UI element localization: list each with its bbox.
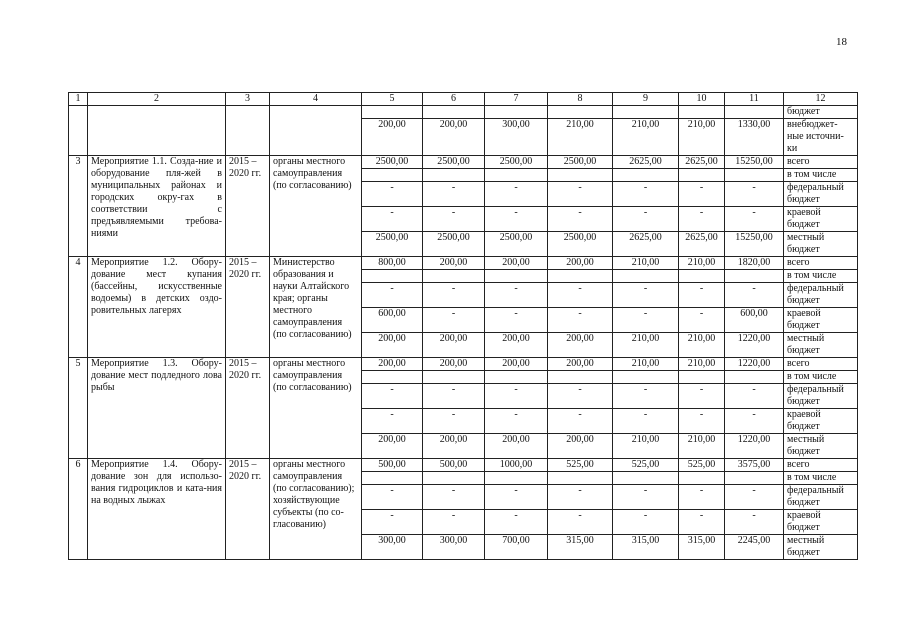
value-cell: - bbox=[485, 182, 548, 207]
value-cell: 200,00 bbox=[423, 333, 485, 358]
value-cell: 300,00 bbox=[423, 535, 485, 560]
value-cell: 200,00 bbox=[423, 434, 485, 459]
funding-source-label: краевой бюджет bbox=[784, 207, 858, 232]
value-cell: 300,00 bbox=[485, 119, 548, 156]
value-cell bbox=[613, 472, 679, 485]
value-cell: 2500,00 bbox=[362, 156, 423, 169]
value-cell: - bbox=[725, 283, 784, 308]
value-cell bbox=[362, 472, 423, 485]
value-cell: - bbox=[548, 308, 613, 333]
value-cell bbox=[548, 169, 613, 182]
value-cell: - bbox=[423, 308, 485, 333]
table-body bbox=[69, 93, 858, 560]
activity-executor: органы местного самоуправления (по согласованию) bbox=[270, 358, 362, 459]
value-cell bbox=[725, 106, 784, 119]
value-cell: - bbox=[485, 207, 548, 232]
value-cell bbox=[423, 371, 485, 384]
activity-name: Мероприятие 1.1. Созда-ние и оборудование пля-жей в муниципальных районах и городских окру-гах в соответствии с предъявляемыми требова-ниями bbox=[88, 156, 226, 257]
funding-source-label: краевой бюджет bbox=[784, 409, 858, 434]
header-cell: 3 bbox=[226, 93, 270, 106]
value-cell: - bbox=[485, 510, 548, 535]
value-cell: - bbox=[485, 409, 548, 434]
value-cell: 210,00 bbox=[613, 434, 679, 459]
value-cell: 200,00 bbox=[485, 333, 548, 358]
funding-source-label: местный бюджет bbox=[784, 333, 858, 358]
header-row bbox=[69, 93, 858, 106]
value-cell: - bbox=[423, 182, 485, 207]
value-cell: - bbox=[423, 409, 485, 434]
value-cell bbox=[362, 270, 423, 283]
continuation-row-budget bbox=[69, 106, 858, 119]
value-cell: 1220,00 bbox=[725, 333, 784, 358]
value-cell: 200,00 bbox=[485, 257, 548, 270]
value-cell: - bbox=[362, 485, 423, 510]
value-cell: - bbox=[613, 207, 679, 232]
value-cell: - bbox=[613, 510, 679, 535]
value-cell: - bbox=[679, 308, 725, 333]
value-cell: - bbox=[725, 510, 784, 535]
value-cell: - bbox=[548, 283, 613, 308]
activity-row-line bbox=[69, 257, 858, 270]
value-cell: - bbox=[548, 510, 613, 535]
value-cell: - bbox=[485, 384, 548, 409]
activity-number: 3 bbox=[69, 156, 88, 257]
value-cell: 3575,00 bbox=[725, 459, 784, 472]
value-cell: 15250,00 bbox=[725, 156, 784, 169]
value-cell: - bbox=[423, 510, 485, 535]
value-cell bbox=[679, 106, 725, 119]
value-cell: 1820,00 bbox=[725, 257, 784, 270]
value-cell: 200,00 bbox=[548, 434, 613, 459]
value-cell: - bbox=[362, 283, 423, 308]
value-cell: - bbox=[423, 207, 485, 232]
value-cell: - bbox=[613, 384, 679, 409]
value-cell bbox=[362, 169, 423, 182]
value-cell bbox=[679, 169, 725, 182]
value-cell: 2500,00 bbox=[485, 156, 548, 169]
activity-name: Мероприятие 1.2. Обору-дование мест купания (бассейны, искусственные водоемы) в детских оздо-ровительных лагерях bbox=[88, 257, 226, 358]
value-cell: - bbox=[725, 384, 784, 409]
value-cell: - bbox=[423, 384, 485, 409]
value-cell: 15250,00 bbox=[725, 232, 784, 257]
value-cell: 210,00 bbox=[679, 434, 725, 459]
value-cell bbox=[725, 270, 784, 283]
funding-source-label: всего bbox=[784, 358, 858, 371]
value-cell: - bbox=[548, 485, 613, 510]
value-cell: - bbox=[725, 409, 784, 434]
header-cell: 1 bbox=[69, 93, 88, 106]
value-cell: 200,00 bbox=[362, 119, 423, 156]
value-cell: 2500,00 bbox=[423, 156, 485, 169]
activity-row-line bbox=[69, 156, 858, 169]
value-cell: - bbox=[548, 409, 613, 434]
funding-source-label: всего bbox=[784, 156, 858, 169]
activity-period: 2015 – 2020 гг. bbox=[226, 358, 270, 459]
value-cell: - bbox=[362, 409, 423, 434]
value-cell: 2500,00 bbox=[485, 232, 548, 257]
value-cell: 2625,00 bbox=[679, 232, 725, 257]
value-cell: - bbox=[725, 485, 784, 510]
continuation-period-cell bbox=[226, 106, 270, 156]
value-cell bbox=[613, 270, 679, 283]
value-cell: - bbox=[725, 207, 784, 232]
activity-period: 2015 – 2020 гг. bbox=[226, 156, 270, 257]
value-cell bbox=[362, 371, 423, 384]
funding-source-label: федеральный бюджет bbox=[784, 283, 858, 308]
funding-source-label: местный бюджет bbox=[784, 434, 858, 459]
value-cell: 2245,00 bbox=[725, 535, 784, 560]
value-cell: 500,00 bbox=[423, 459, 485, 472]
value-cell: 210,00 bbox=[679, 257, 725, 270]
value-cell: 2500,00 bbox=[362, 232, 423, 257]
header-cell: 12 bbox=[784, 93, 858, 106]
value-cell bbox=[485, 270, 548, 283]
value-cell bbox=[548, 270, 613, 283]
value-cell bbox=[548, 371, 613, 384]
value-cell: 200,00 bbox=[362, 333, 423, 358]
value-cell: 210,00 bbox=[679, 358, 725, 371]
value-cell: 2625,00 bbox=[679, 156, 725, 169]
value-cell: 2500,00 bbox=[548, 156, 613, 169]
value-cell: - bbox=[362, 207, 423, 232]
value-cell bbox=[725, 371, 784, 384]
value-cell bbox=[485, 472, 548, 485]
header-cell: 2 bbox=[88, 93, 226, 106]
funding-source-label: всего bbox=[784, 459, 858, 472]
value-cell: 525,00 bbox=[613, 459, 679, 472]
value-cell: 210,00 bbox=[613, 119, 679, 156]
value-cell bbox=[362, 106, 423, 119]
value-cell: 210,00 bbox=[613, 358, 679, 371]
value-cell: 1000,00 bbox=[485, 459, 548, 472]
activity-period: 2015 – 2020 гг. bbox=[226, 459, 270, 560]
continuation-executor-cell bbox=[270, 106, 362, 156]
value-cell: 800,00 bbox=[362, 257, 423, 270]
value-cell bbox=[613, 106, 679, 119]
funding-source-label: в том числе bbox=[784, 169, 858, 182]
value-cell: 525,00 bbox=[679, 459, 725, 472]
value-cell: 300,00 bbox=[362, 535, 423, 560]
value-cell: 210,00 bbox=[613, 257, 679, 270]
value-cell: 200,00 bbox=[548, 358, 613, 371]
value-cell: - bbox=[679, 182, 725, 207]
budget-table bbox=[68, 92, 858, 560]
value-cell bbox=[485, 371, 548, 384]
value-cell: 200,00 bbox=[485, 358, 548, 371]
value-cell: 2500,00 bbox=[548, 232, 613, 257]
value-cell: 210,00 bbox=[679, 119, 725, 156]
continuation-num-cell bbox=[69, 106, 88, 156]
header-cell: 5 bbox=[362, 93, 423, 106]
value-cell bbox=[423, 169, 485, 182]
value-cell: - bbox=[548, 384, 613, 409]
header-cell: 7 bbox=[485, 93, 548, 106]
value-cell: 2625,00 bbox=[613, 156, 679, 169]
funding-source-label: федеральный бюджет bbox=[784, 485, 858, 510]
value-cell: 700,00 bbox=[485, 535, 548, 560]
activity-row-line bbox=[69, 459, 858, 472]
activity-number: 6 bbox=[69, 459, 88, 560]
activity-number: 5 bbox=[69, 358, 88, 459]
value-cell: 210,00 bbox=[548, 119, 613, 156]
value-cell: - bbox=[362, 384, 423, 409]
value-cell bbox=[679, 472, 725, 485]
header-cell: 6 bbox=[423, 93, 485, 106]
value-cell: - bbox=[485, 308, 548, 333]
funding-source-label: краевой бюджет bbox=[784, 510, 858, 535]
value-cell: - bbox=[679, 283, 725, 308]
value-cell bbox=[548, 472, 613, 485]
value-cell: - bbox=[679, 207, 725, 232]
header-cell: 10 bbox=[679, 93, 725, 106]
activity-executor: органы местного самоуправления (по согласованию) bbox=[270, 156, 362, 257]
value-cell: - bbox=[423, 283, 485, 308]
value-cell: 315,00 bbox=[613, 535, 679, 560]
funding-source-label: бюджет bbox=[784, 106, 858, 119]
value-cell bbox=[613, 371, 679, 384]
value-cell: 600,00 bbox=[362, 308, 423, 333]
value-cell: 500,00 bbox=[362, 459, 423, 472]
value-cell: 200,00 bbox=[362, 358, 423, 371]
value-cell bbox=[725, 472, 784, 485]
value-cell: - bbox=[679, 409, 725, 434]
value-cell: - bbox=[679, 384, 725, 409]
value-cell: - bbox=[485, 283, 548, 308]
value-cell: 200,00 bbox=[548, 333, 613, 358]
value-cell: 210,00 bbox=[679, 333, 725, 358]
value-cell bbox=[679, 270, 725, 283]
value-cell bbox=[485, 106, 548, 119]
value-cell: 200,00 bbox=[423, 358, 485, 371]
activity-row-line bbox=[69, 358, 858, 371]
value-cell: - bbox=[362, 182, 423, 207]
funding-source-label: в том числе bbox=[784, 270, 858, 283]
value-cell: - bbox=[548, 207, 613, 232]
value-cell: - bbox=[613, 409, 679, 434]
header-cell: 9 bbox=[613, 93, 679, 106]
value-cell: 2500,00 bbox=[423, 232, 485, 257]
value-cell: 315,00 bbox=[548, 535, 613, 560]
value-cell: - bbox=[613, 182, 679, 207]
header-cell: 4 bbox=[270, 93, 362, 106]
value-cell bbox=[548, 106, 613, 119]
value-cell: 1220,00 bbox=[725, 434, 784, 459]
funding-source-label: в том числе bbox=[784, 472, 858, 485]
value-cell: - bbox=[679, 485, 725, 510]
header-cell: 11 bbox=[725, 93, 784, 106]
value-cell bbox=[679, 371, 725, 384]
funding-source-label: внебюджет-ные источни-ки bbox=[784, 119, 858, 156]
activity-executor: органы местного самоуправления (по согласованию); хозяйствующие субъекты (по со-гласованию) bbox=[270, 459, 362, 560]
funding-source-label: федеральный бюджет bbox=[784, 182, 858, 207]
funding-source-label: в том числе bbox=[784, 371, 858, 384]
activity-period: 2015 – 2020 гг. bbox=[226, 257, 270, 358]
funding-source-label: федеральный бюджет bbox=[784, 384, 858, 409]
funding-source-label: всего bbox=[784, 257, 858, 270]
value-cell: 200,00 bbox=[362, 434, 423, 459]
funding-source-label: местный бюджет bbox=[784, 232, 858, 257]
value-cell: - bbox=[613, 283, 679, 308]
page-number: 18 bbox=[836, 36, 847, 48]
value-cell: - bbox=[485, 485, 548, 510]
value-cell bbox=[423, 270, 485, 283]
value-cell bbox=[423, 106, 485, 119]
value-cell bbox=[613, 169, 679, 182]
value-cell: 1330,00 bbox=[725, 119, 784, 156]
value-cell bbox=[485, 169, 548, 182]
value-cell: 600,00 bbox=[725, 308, 784, 333]
value-cell: 2625,00 bbox=[613, 232, 679, 257]
value-cell: 1220,00 bbox=[725, 358, 784, 371]
value-cell: - bbox=[548, 182, 613, 207]
continuation-name-cell bbox=[88, 106, 226, 156]
header-cell: 8 bbox=[548, 93, 613, 106]
value-cell: - bbox=[679, 510, 725, 535]
value-cell: 315,00 bbox=[679, 535, 725, 560]
value-cell: - bbox=[423, 485, 485, 510]
value-cell: 200,00 bbox=[485, 434, 548, 459]
value-cell: 525,00 bbox=[548, 459, 613, 472]
value-cell: 200,00 bbox=[423, 257, 485, 270]
activity-name: Мероприятие 1.4. Обору-дование зон для использо-вания гидроциклов и ката-ния на водных лыжах bbox=[88, 459, 226, 560]
value-cell: - bbox=[725, 182, 784, 207]
value-cell bbox=[423, 472, 485, 485]
funding-source-label: местный бюджет bbox=[784, 535, 858, 560]
value-cell: 200,00 bbox=[548, 257, 613, 270]
value-cell: - bbox=[362, 510, 423, 535]
activity-number: 4 bbox=[69, 257, 88, 358]
value-cell bbox=[725, 169, 784, 182]
activity-executor: Министерство образования и науки Алтайского края; органы местного самоуправления (по согласованию) bbox=[270, 257, 362, 358]
value-cell: 210,00 bbox=[613, 333, 679, 358]
value-cell: - bbox=[613, 308, 679, 333]
value-cell: 200,00 bbox=[423, 119, 485, 156]
funding-source-label: краевой бюджет bbox=[784, 308, 858, 333]
activity-name: Мероприятие 1.3. Обору-дование мест подледного лова рыбы bbox=[88, 358, 226, 459]
value-cell: - bbox=[613, 485, 679, 510]
